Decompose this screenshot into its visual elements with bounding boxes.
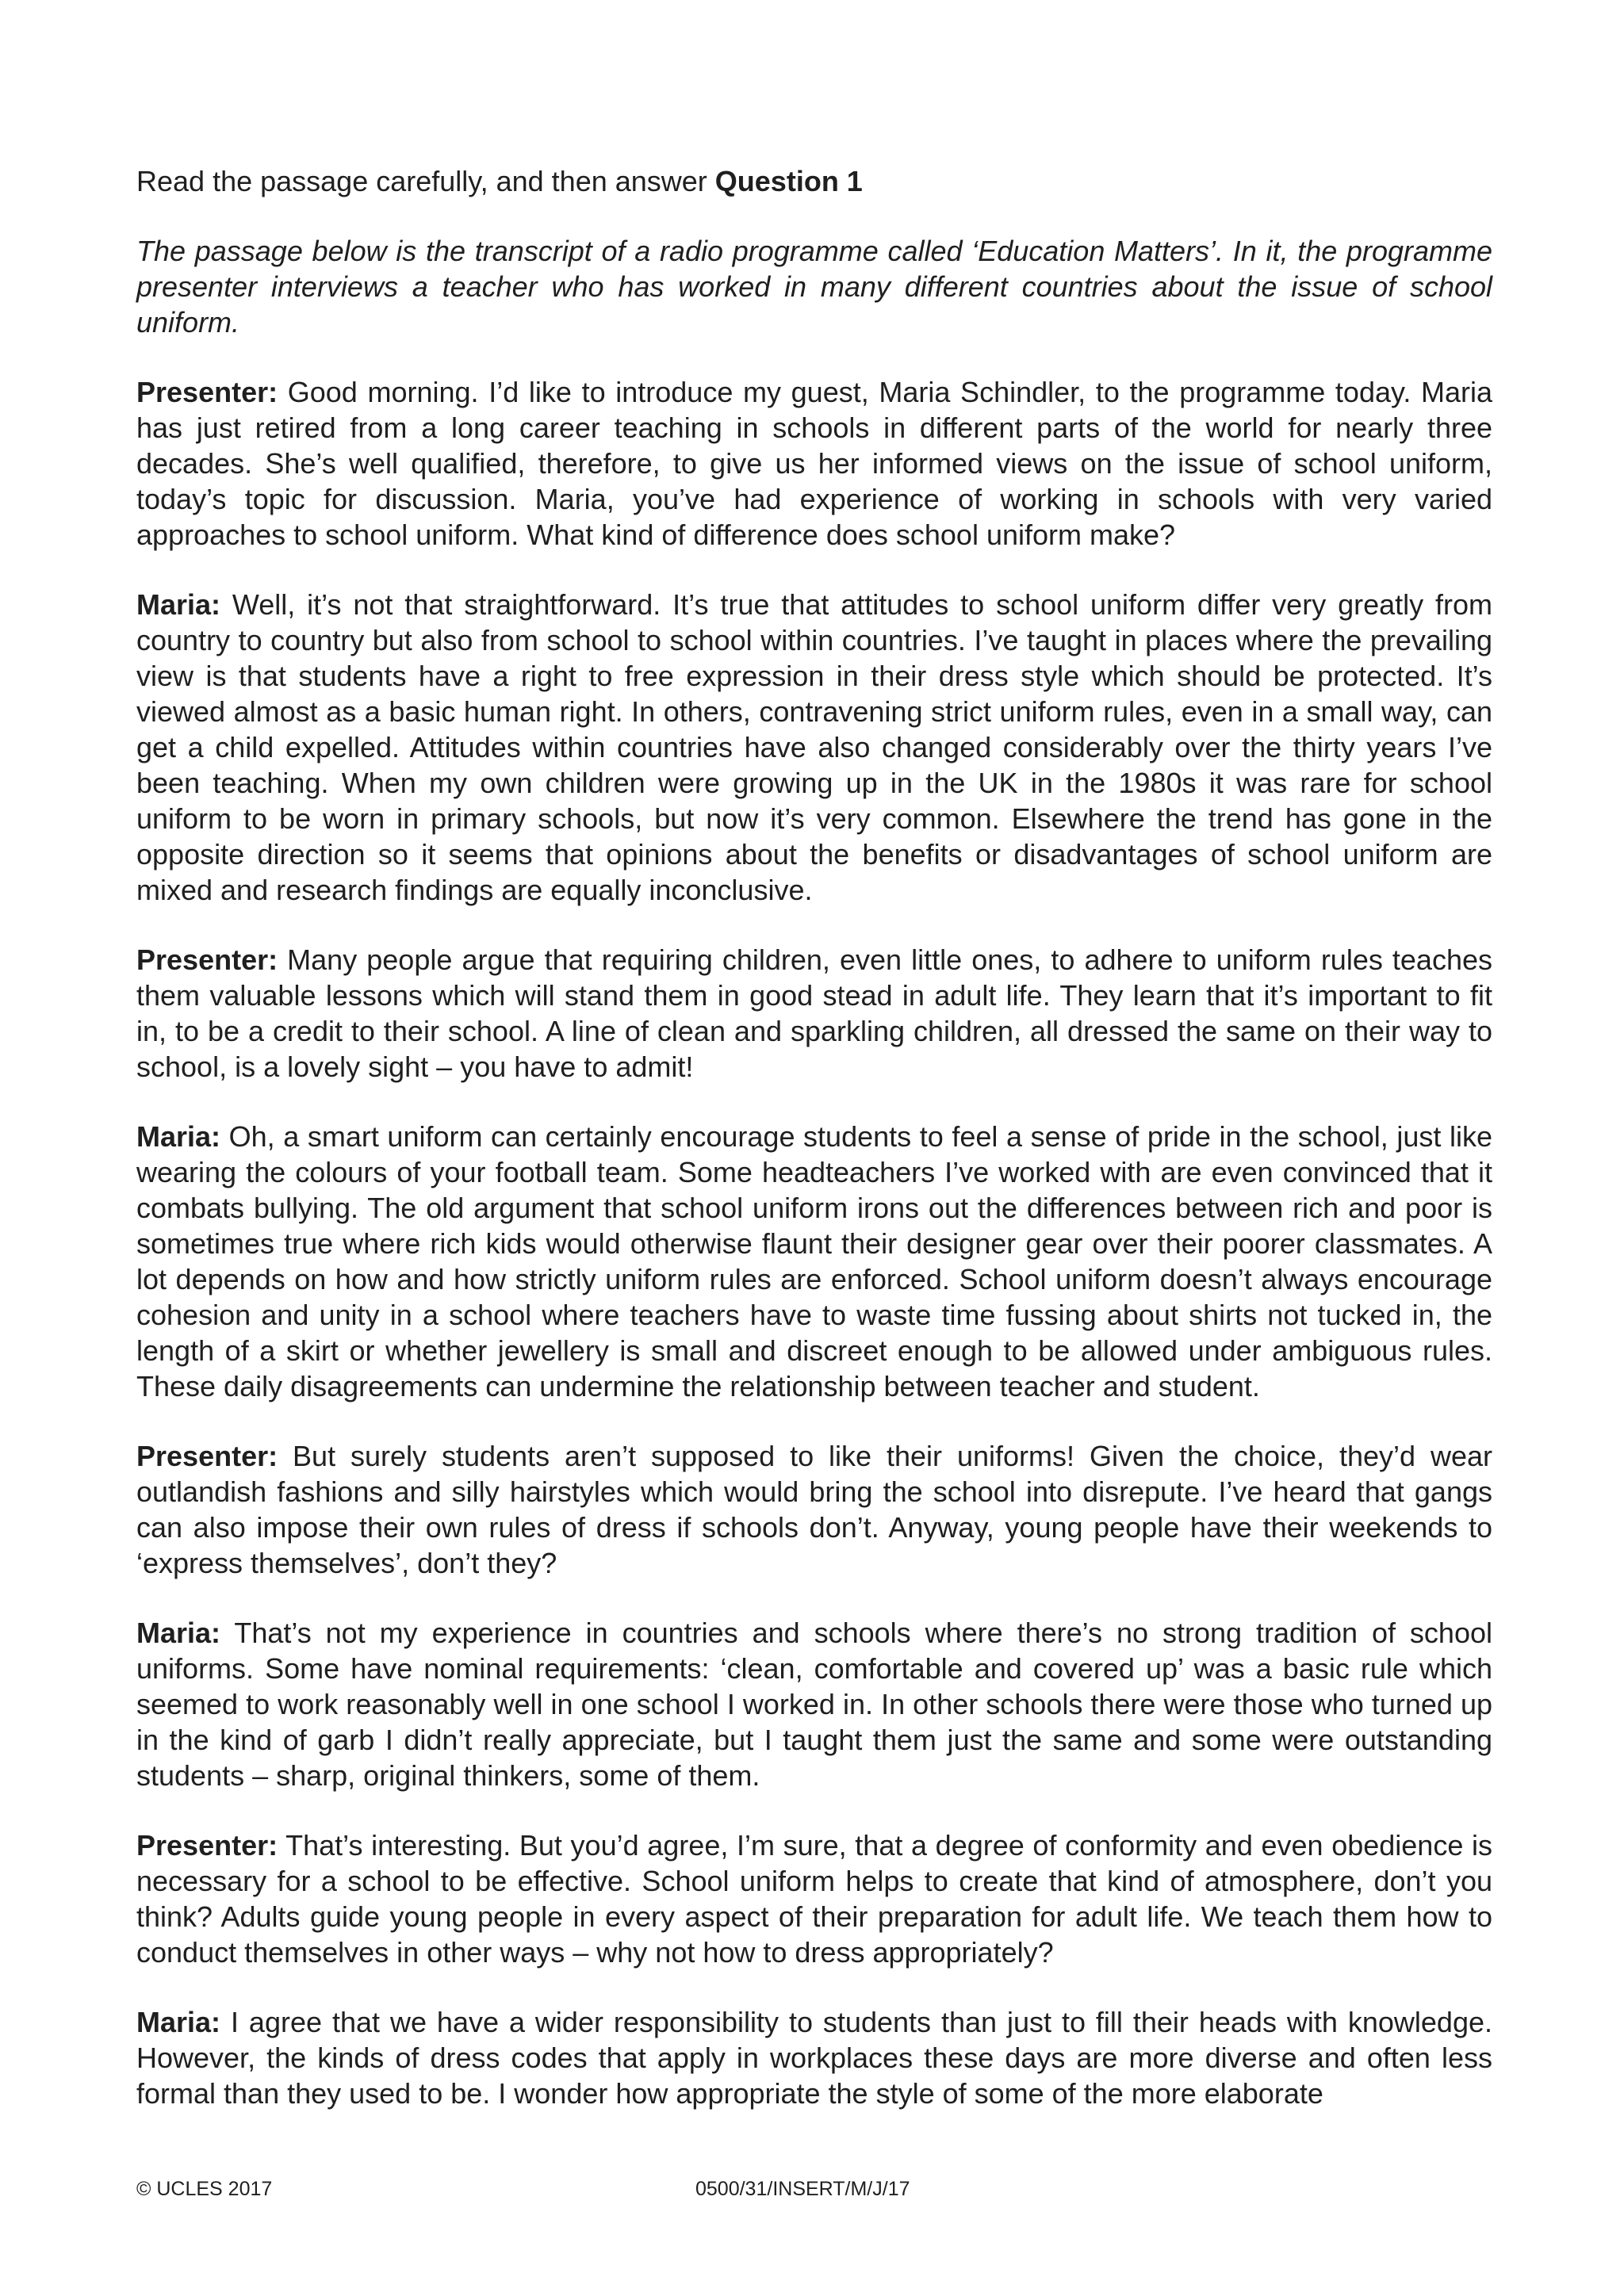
dialogue-paragraph: [136, 2004, 1492, 2111]
speaker-label: Presenter:: [136, 1829, 278, 1862]
speaker-label: Presenter:: [136, 1440, 278, 1472]
speech-text: That’s interesting. But you’d agree, I’m sure, that a degree of conformity and even obedience is necessary for a school to be effective. School uniform helps to create that kind of atmosphere, don’t you think? Adults guide young people in every aspect of their preparation for adult life. We teach them how to conduct themselves in other ways – why not how to dress appropriately?: [136, 1829, 1492, 1969]
dialogue-paragraph: [136, 374, 1492, 553]
speech-text: That’s not my experience in countries and schools where there’s no strong tradition of school uniforms. Some have nominal requirements: ‘clean, comfortable and covered up’ was a basic rule which seemed to work reasonably well in one school I worked in. In other schools there were those who turned up in the kind of garb I didn’t really appreciate, but I taught them just the same and some were outstanding students – sharp, original thinkers, some of them.: [136, 1617, 1492, 1792]
speaker-label: Maria:: [136, 588, 221, 621]
speech-text: Well, it’s not that straightforward. It’s true that attitudes to school uniform differ very greatly from country to country but also from school to school within countries. I’ve taught in places where the prevailing view is that students have a right to free expression in their dress style which should be protected. It’s viewed almost as a basic human right. In others, contravening strict uniform rules, even in a small way, can get a child expelled. Attitudes within countries have also changed considerably over the thirty years I’ve been teaching. When my own children were growing up in the UK in the 1980s it was rare for school uniform to be worn in primary schools, but now it’s very common. Elsewhere the trend has gone in the opposite direction so it seems that opinions about the benefits or disadvantages of school uniform are mixed and research findings are equally inconclusive.: [136, 588, 1492, 906]
dialogue-paragraph: [136, 1827, 1492, 1970]
speaker-label: Presenter:: [136, 376, 278, 408]
instruction-line: [136, 163, 1492, 199]
instruction-text: Read the passage carefully, and then answer: [136, 165, 715, 197]
passage-context: The passage below is the transcript of a radio programme called ‘Education Matters’. In it, the programme presenter interviews a teacher who has worked in many different countries about the issue of school uniform.: [136, 235, 1492, 339]
speaker-label: Presenter:: [136, 943, 278, 976]
speech-text: Oh, a smart uniform can certainly encourage students to feel a sense of pride in the school, just like wearing the colours of your football team. Some headteachers I’ve worked with are even convinced that it combats bullying. The old argument that school uniform irons out the differences between rich and poor is sometimes true where rich kids would otherwise flaunt their designer gear over their poorer classmates. A lot depends on how and how strictly uniform rules are enforced. School uniform doesn’t always encourage cohesion and unity in a school where teachers have to waste time fussing about shirts not tucked in, the length of a skirt or whether jewellery is small and discreet enough to be allowed under ambiguous rules. These daily disagreements can undermine the relationship between teacher and student.: [136, 1120, 1492, 1402]
speech-text: Good morning. I’d like to introduce my guest, Maria Schindler, to the programme today. Maria has just retired from a long career teaching in schools in different parts of the world for nearly three decades. She’s well qualified, therefore, to give us her informed views on the issue of school uniform, today’s topic for discussion. Maria, you’ve had experience of working in schools with very varied approaches to school uniform. What kind of difference does school uniform make?: [136, 376, 1492, 551]
document-code: 0500/31/INSERT/M/J/17: [695, 2178, 910, 2200]
dialogue-paragraph: [136, 1615, 1492, 1793]
speaker-label: Maria:: [136, 2006, 221, 2038]
dialogue-paragraph: [136, 1119, 1492, 1404]
speech-text: But surely students aren’t supposed to like their uniforms! Given the choice, they’d wear outlandish fashions and silly hairstyles which would bring the school into disrepute. I’ve heard that gangs can also impose their own rules of dress if schools don’t. Anyway, young people have their weekends to ‘express themselves’, don’t they?: [136, 1440, 1492, 1579]
speaker-label: Maria:: [136, 1120, 221, 1153]
speech-text: Many people argue that requiring children, even little ones, to adhere to uniform rules teaches them valuable lessons which will stand them in good stead in adult life. They learn that it’s important to fit in, to be a credit to their school. A line of clean and sparkling children, all dressed the same on their way to school, is a lovely sight – you have to admit!: [136, 943, 1492, 1083]
speech-text: I agree that we have a wider responsibility to students than just to fill their heads with knowledge. However, the kinds of dress codes that apply in workplaces these days are more diverse and often less formal than they used to be. I wonder how appropriate the style of some of the more elaborate: [136, 2006, 1492, 2110]
dialogue-paragraph: [136, 587, 1492, 908]
dialogue-paragraph: [136, 1438, 1492, 1581]
copyright-notice: © UCLES 2017: [136, 2178, 273, 2200]
question-reference: Question 1: [714, 165, 863, 197]
dialogue-paragraph: [136, 942, 1492, 1085]
document-page: [136, 163, 1492, 2145]
speaker-label: Maria:: [136, 1617, 221, 1649]
